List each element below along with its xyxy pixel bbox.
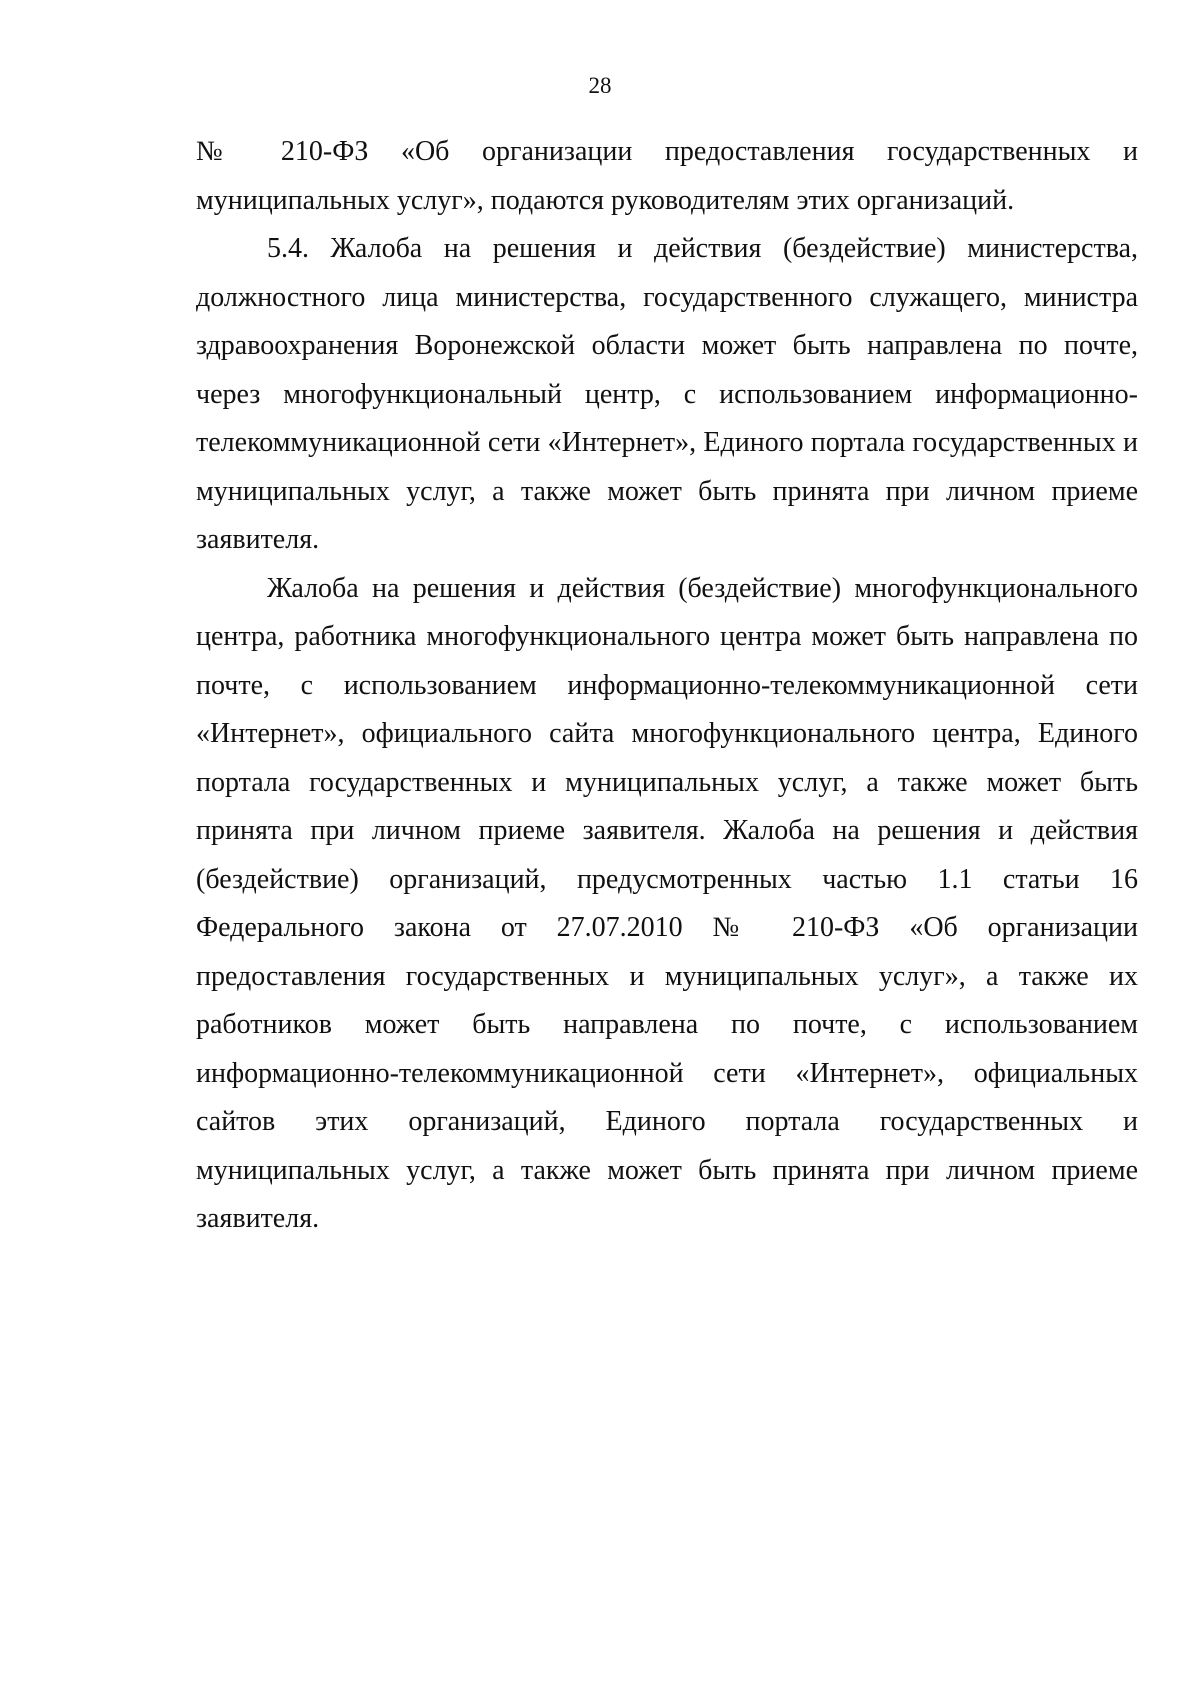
paragraph-section-5-4: 5.4. Жалоба на решения и действия (бездействие) министерства, должностного лица министерства, государственного служащего, министра здравоохранения Воронежской области может быть направлена по почте, через многофункциональный центр, с использованием информационно-телекоммуникационной сети «Интернет», Единого портала государственных и муниципальных услуг, а также может быть принята при личном приеме заявителя. (196, 233, 1138, 555)
paragraph-mfc-complaint: Жалоба на решения и действия (бездействие) многофункционального центра, работника многофункционального центра может быть направлена по почте, с использованием информационно-телекоммуникационной сети «Интернет», официального сайта многофункционального центра, Единого портала государственных и муниципальных услуг, а также может быть принята при личном приеме заявителя. Жалоба на решения и действия (бездействие) организаций, предусмотренных частью 1.1 статьи 16 Федерального закона от 27.07.2010 № 210-ФЗ «Об организации предоставления государственных и муниципальных услуг», а также их работников может быть направлена по почте, с использованием информационно-телекоммуникационной сети «Интернет», официальных сайтов этих организаций, Единого портала государственных и муниципальных услуг, а также может быть принята при личном приеме заявителя. (196, 572, 1138, 1234)
document-body (196, 128, 1138, 1244)
page-number: 28 (588, 73, 612, 98)
paragraph-continuation: № 210-ФЗ «Об организации предоставления государственных и муниципальных услуг», подаются руководителям этих организаций. (196, 136, 1138, 216)
